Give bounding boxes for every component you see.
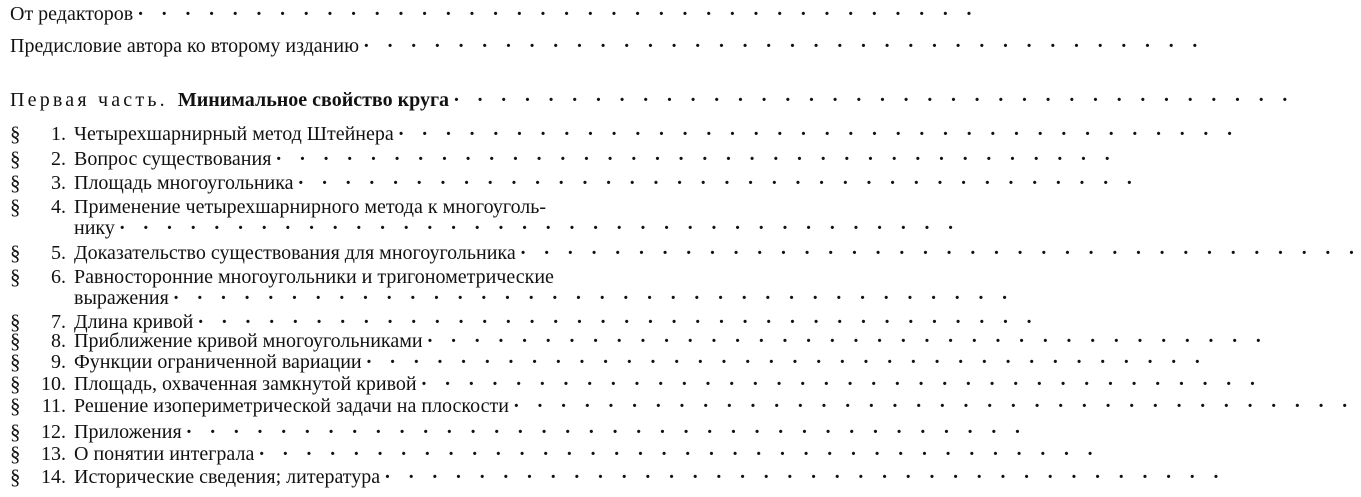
toc-entry-label: От редакторов xyxy=(10,3,134,25)
section-sign: § xyxy=(10,122,21,146)
part-title: Минимальное свойство круга xyxy=(177,89,450,111)
section-title: Площадь многоугольника xyxy=(74,172,294,194)
toc-section-10 xyxy=(0,372,1262,396)
section-sign: § xyxy=(10,310,21,334)
section-title: Применение четырехшарнирного метода к многоуголь- xyxy=(74,196,547,218)
toc-entry-preface xyxy=(0,34,1205,58)
dot-leader: · · · · · · · · · · · · · · · · · · · · · · · · · · · · · · · · · · · · xyxy=(426,330,1268,352)
section-number: 2. xyxy=(51,148,66,170)
dot-leader: · · · · · · · · · · · · · · · · · · · · · · · · · · · · · · · · · · · · xyxy=(363,35,1205,57)
section-number: 12. xyxy=(41,421,66,443)
dot-leader: · · · · · · · · · · · · · · · · · · · · · · · · · · · · · · · · · · · · xyxy=(384,466,1226,488)
section-sign: § xyxy=(10,265,21,289)
section-sign: § xyxy=(10,394,21,418)
section-title: Площадь, охваченная замкнутой кривой xyxy=(74,373,417,395)
section-sign: § xyxy=(10,241,21,265)
section-number: 5. xyxy=(51,242,66,264)
section-number: 3. xyxy=(51,172,66,194)
section-sign: § xyxy=(10,442,21,466)
section-sign: § xyxy=(10,420,21,444)
dot-leader: · · · · · · · · · · · · · · · · · · · · · · · · · · · · · · · · · · · · xyxy=(297,172,1139,194)
section-number: 8. xyxy=(51,330,66,352)
section-sign: § xyxy=(10,372,21,396)
toc-section-13 xyxy=(0,442,1100,466)
dot-leader: · · · · · · · · · · · · · · · · · · · · · · · · · · · · · · · · · · · · xyxy=(275,148,1117,170)
section-sign: § xyxy=(10,195,21,219)
section-sign: § xyxy=(10,350,21,374)
toc-entry-editors xyxy=(0,2,979,26)
section-sign: § xyxy=(10,329,21,353)
section-number: 1. xyxy=(51,123,66,145)
section-title: Равносторонние многоугольники и тригонометрические xyxy=(74,266,554,288)
section-number: 9. xyxy=(51,351,66,373)
toc-section-11 xyxy=(0,394,1355,418)
toc-section-5 xyxy=(0,241,1361,265)
toc-section-1 xyxy=(0,122,1239,146)
section-title: Решение изопериметрической задачи на плоскости xyxy=(74,395,509,417)
section-title-continued: нику xyxy=(74,217,115,239)
section-title: Исторические сведения; литература xyxy=(74,466,381,488)
section-number: 4. xyxy=(51,196,66,218)
section-number: 10. xyxy=(41,373,66,395)
toc-section-9 xyxy=(0,350,1207,374)
section-title: Приближение кривой многоугольниками xyxy=(74,330,423,352)
section-title: Вопрос существования xyxy=(74,148,272,170)
dot-leader: · · · · · · · · · · · · · · · · · · · · · · · · · · · · · · · · · · · · xyxy=(137,3,979,25)
dot-leader: · · · · · · · · · · · · · · · · · · · · · · · · · · · · · · · · · · · · xyxy=(185,421,1027,443)
dot-leader: · · · · · · · · · · · · · · · · · · · · · · · · · · · · · · · · · · · · xyxy=(258,443,1100,465)
section-title: О понятии интеграла xyxy=(74,443,255,465)
toc-section-6-cont xyxy=(0,286,1014,310)
dot-leader: · · · · · · · · · · · · · · · · · · · · · · · · · · · · · · · · · · · · xyxy=(519,242,1361,264)
section-number: 11. xyxy=(41,395,66,417)
toc-section-3 xyxy=(0,171,1139,195)
dot-leader: · · · · · · · · · · · · · · · · · · · · · · · · · · · · · · · · · · · · xyxy=(172,287,1014,309)
dot-leader: · · · · · · · · · · · · · · · · · · · · · · · · · · · · · · · · · · · · xyxy=(397,123,1239,145)
section-sign: § xyxy=(10,465,21,489)
section-title: Функции ограниченной вариации xyxy=(74,351,362,373)
part-heading xyxy=(0,88,1295,112)
dot-leader: · · · · · · · · · · · · · · · · · · · · · · · · · · · · · · · · · · · · xyxy=(197,311,1039,333)
section-number: 7. xyxy=(51,311,66,333)
dot-leader: · · · · · · · · · · · · · · · · · · · · · · · · · · · · · · · · · · · · xyxy=(118,217,960,239)
section-title: Доказательство существования для многоугольника xyxy=(74,242,516,264)
section-sign: § xyxy=(10,171,21,195)
part-label: Первая часть. xyxy=(10,89,168,111)
toc-section-12 xyxy=(0,420,1027,444)
section-sign: § xyxy=(10,147,21,171)
toc-section-14 xyxy=(0,465,1226,489)
toc-section-2 xyxy=(0,147,1117,171)
section-title: Приложения xyxy=(74,421,182,443)
dot-leader: · · · · · · · · · · · · · · · · · · · · · · · · · · · · · · · · · · · · xyxy=(453,89,1295,111)
dot-leader: · · · · · · · · · · · · · · · · · · · · · · · · · · · · · · · · · · · · xyxy=(420,373,1262,395)
section-title: Четырехшарнирный метод Штейнера xyxy=(74,123,394,145)
section-number: 14. xyxy=(41,466,66,488)
section-number: 13. xyxy=(41,443,66,465)
toc-section-4-cont xyxy=(0,216,960,240)
section-title: Длина кривой xyxy=(74,311,194,333)
section-title-continued: выражения xyxy=(74,287,169,309)
dot-leader: · · · · · · · · · · · · · · · · · · · · · · · · · · · · · · · · · · · · xyxy=(512,395,1355,417)
section-number: 6. xyxy=(51,266,66,288)
dot-leader: · · · · · · · · · · · · · · · · · · · · · · · · · · · · · · · · · · · · xyxy=(365,351,1207,373)
toc-entry-label: Предисловие автора ко второму изданию xyxy=(10,35,360,57)
